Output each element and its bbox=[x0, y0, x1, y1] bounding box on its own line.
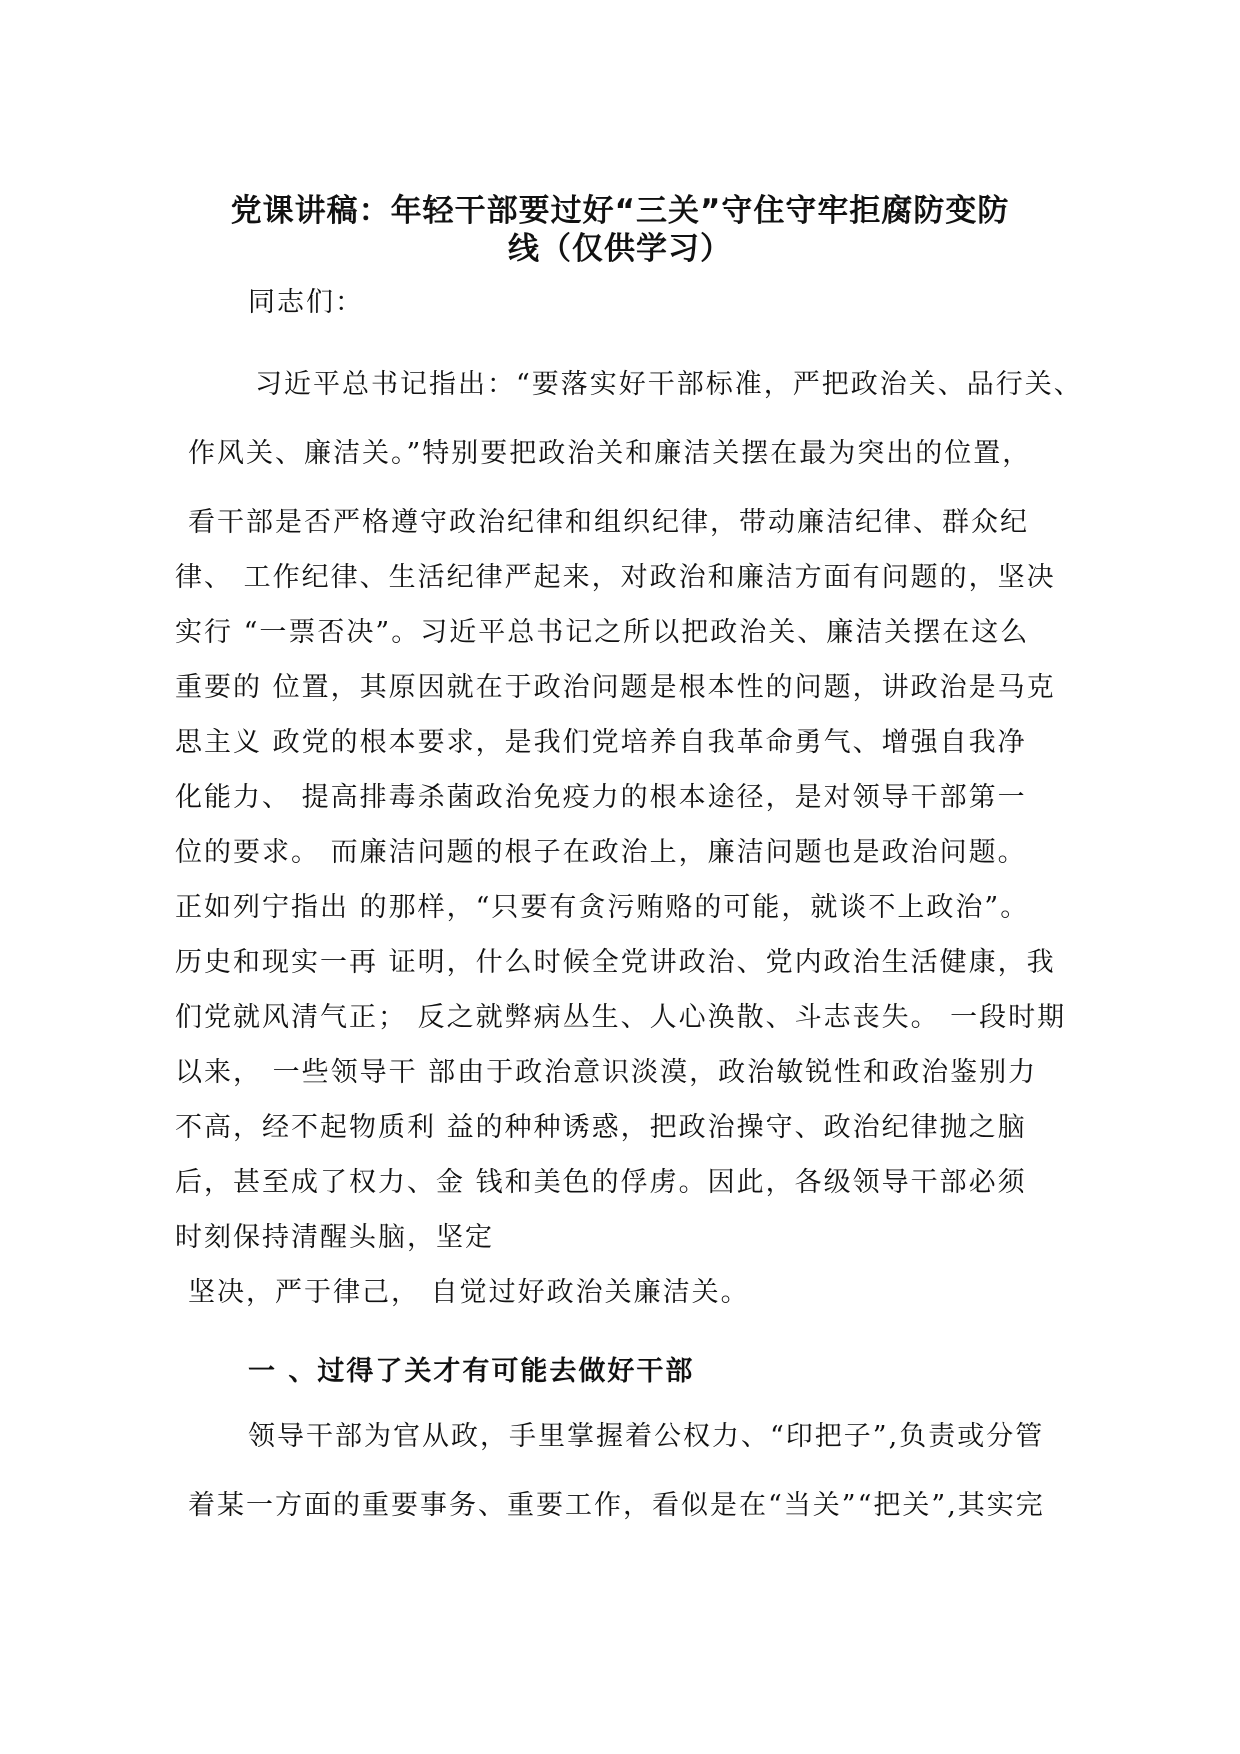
body-line: 后，甚至成了权力、金 钱和美色的俘虏。因此，各级领导干部必须 bbox=[175, 1167, 1027, 1198]
body-line: 重要的 位置，其原因就在于政治问题是根本性的问题，讲政治是马克 bbox=[175, 672, 1056, 703]
body-line: 实行 “一票否决”。习近平总书记之所以把政治关、廉洁关摆在这么 bbox=[175, 617, 1030, 648]
salutation: 同志们： bbox=[248, 287, 364, 318]
body-line: 律、 工作纪律、生活纪律严起来，对政治和廉洁方面有问题的，坚决 bbox=[175, 562, 1056, 593]
body-line: 不高，经不起物质利 益的种种诱惑，把政治操守、政治纪律抛之脑 bbox=[175, 1112, 1027, 1143]
section-line: 着某一方面的重要事务、重要工作，看似是在“当关”“把关”,其实完 bbox=[188, 1490, 1045, 1521]
body-line: 作风关、廉洁关。”特别要把政治关和廉洁关摆在最为突出的位置， bbox=[188, 438, 1032, 469]
body-line: 正如列宁指出 的那样，“只要有贪污贿赂的可能，就谈不上政治”。 bbox=[175, 892, 1030, 923]
document-title-line-1: 党课讲稿：年轻干部要过好“三关”守住守牢拒腐防变防 bbox=[230, 193, 1010, 229]
body-line: 以来， 一些领导干 部由于政治意识淡漠，政治敏锐性和政治鉴别力 bbox=[175, 1057, 1038, 1088]
body-line: 们党就风清气正； 反之就弊病丛生、人心涣散、斗志丧失。 一段时期 bbox=[175, 1002, 1067, 1033]
body-line: 习近平总书记指出：“要落实好干部标准，严把政治关、品行关、 bbox=[255, 369, 1083, 400]
body-line: 坚决，严于律己， 自觉过好政治关廉洁关。 bbox=[188, 1277, 750, 1308]
body-line: 思主义 政党的根本要求，是我们党培养自我革命勇气、增强自我净 bbox=[175, 727, 1027, 758]
section-line: 领导干部为官从政，手里掌握着公权力、“印把子”,负责或分管 bbox=[248, 1421, 1045, 1452]
body-line: 时刻保持清醒头脑，坚定 bbox=[175, 1222, 494, 1253]
body-line: 位的要求。 而廉洁问题的根子在政治上，廉洁问题也是政治问题。 bbox=[175, 837, 1027, 868]
body-line: 历史和现实一再 证明，什么时候全党讲政治、党内政治生活健康，我 bbox=[175, 947, 1056, 978]
document-title-line-2: 线（仅供学习） bbox=[508, 231, 732, 267]
body-line: 看干部是否严格遵守政治纪律和组织纪律，带动廉洁纪律、群众纪 bbox=[188, 507, 1029, 538]
section-heading: 一 、过得了关才有可能去做好干部 bbox=[248, 1356, 695, 1387]
body-line: 化能力、 提高排毒杀菌政治免疫力的根本途径，是对领导干部第一 bbox=[175, 782, 1027, 813]
